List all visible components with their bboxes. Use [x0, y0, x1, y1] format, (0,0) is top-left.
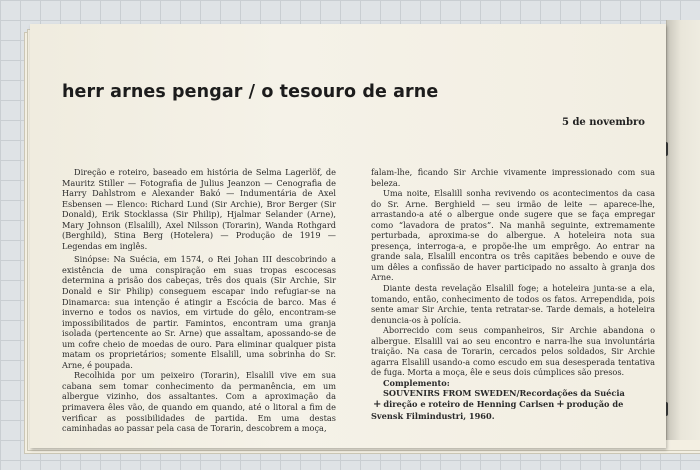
film-title: herr arnes pengar / o tesouro de arne — [62, 82, 439, 102]
body-paragraph: Uma noite, Elsalill sonha revivendo os acontecimentos da casa do Sr. Arne. Berghield — seu irmão de leite — aparece-lhe, arrastando-a até o albergue onde sugere que se faça empregar como “lavadora de pratos”. Na manhã seguinte, extremamente perturbada, aproxima-se do albergue. A hoteleira nota sua presença, interroga-a, e propõe-lhe um emprêgo. Ao entrar na grande sala, Elsalill encontra os três capitães bebendo e ouve de um dêles a confissão de haver participado no assalto à granja dos Arne. — [371, 188, 655, 283]
left-column — [62, 167, 336, 434]
body-paragraph: Diante desta revelação Elsalill foge; a hoteleira junta-se a ela, tomando, então, conhecimento de todos os fatos. Arrependida, pois sente amar Sir Archie, tenta retratar-se. Tarde demais, a hoteleira denuncia-os à polícia. — [371, 283, 655, 325]
credits-paragraph: Direção e roteiro, baseado em história de Selma Lagerlöf, de Mauritz Stiller — Fotografia de Julius Jeanzon — Cenografia de Harry Dahlstrom e Alexander Bakó — Indumentária de Axel Esbensen — Elenco: Richard Lund (Sir Archie), Bror Berger (Sir Donald), Erik Stocklassa (Sir Philip), Hjalmar Selander (Arne), Mary Johnson (Elsalill), Axel Nilsson (Torarin), Wanda Rothgard (Berghild), Stina Berg (Hotelera) — Produção de 1919 — Legendas em inglês. — [62, 167, 336, 251]
cross-icon: + — [373, 399, 382, 411]
complement-producer: Svensk Filmindustri, 1960. — [371, 410, 495, 421]
body-paragraph: Recolhida por um peixeiro (Torarin), Elsalill vive em sua cabana sem tomar conhecimento da permanência, em um albergue vizinho, dos assaltantes. Com a aproximação da primavera êles vão, de quando em quando, até o litoral a fim de verificar as possibilidades de partida. Em uma destas caminhadas ao passar pela casa de Torarin, descobrem a moça, — [62, 370, 336, 434]
complement-heading: Complemento: — [383, 377, 450, 388]
body-paragraph: falam-lhe, ficando Sir Archie vivamente impressionado com sua beleza. — [371, 167, 655, 188]
cross-icon: + — [556, 399, 565, 411]
complement-title: SOUVENIRS FROM SWEDEN/Recordações da Suécia — [383, 388, 625, 399]
right-column — [371, 167, 655, 421]
screening-date: 5 de novembro — [562, 117, 645, 128]
complement-production-label: produção de — [566, 399, 624, 410]
synopsis-paragraph: Sinópse: Na Suécia, em 1574, o Rei Johan III descobrindo a existência de uma conspiração em suas tropas escocesas determina a prisão dos cabeças, três dos quais (Sir Archie, Sir Donald e Sir Philip) conseguem escapar indo refugiar-se na Dinamarca: sua intenção é atingir a Escócia de barco. Mas é inverno e todos os navios, em virtude do gêlo, encontram-se impossibilitados de partir. Famintos, encontram uma granja isolada (pertencente ao Sr. Arne) que assaltam, apossando-se de um cofre cheio de moedas de ouro. Para eliminar qualquer pista matam os proprietários; somente Elsalill, uma sobrinha do Sr. Arne, é poupada. — [62, 254, 336, 370]
complement-direction: direção e roteiro de Henning Carlsen — [383, 399, 555, 410]
body-paragraph: Aborrecido com seus companheiros, Sir Archie abandona o albergue. Elsalill vai ao seu encontro e narra-lhe sua involuntária traição. Na casa de Torarin, cercados pelos soldados, Sir Archie agarra Elsalill usando-a como escudo em sua desesperada tentativa de fuga. Morta a moça, êle e seus dois cúmplices são presos. — [371, 325, 655, 378]
booklet-page — [30, 24, 666, 448]
adjacent-page — [666, 20, 700, 440]
complement-credits — [371, 399, 655, 411]
